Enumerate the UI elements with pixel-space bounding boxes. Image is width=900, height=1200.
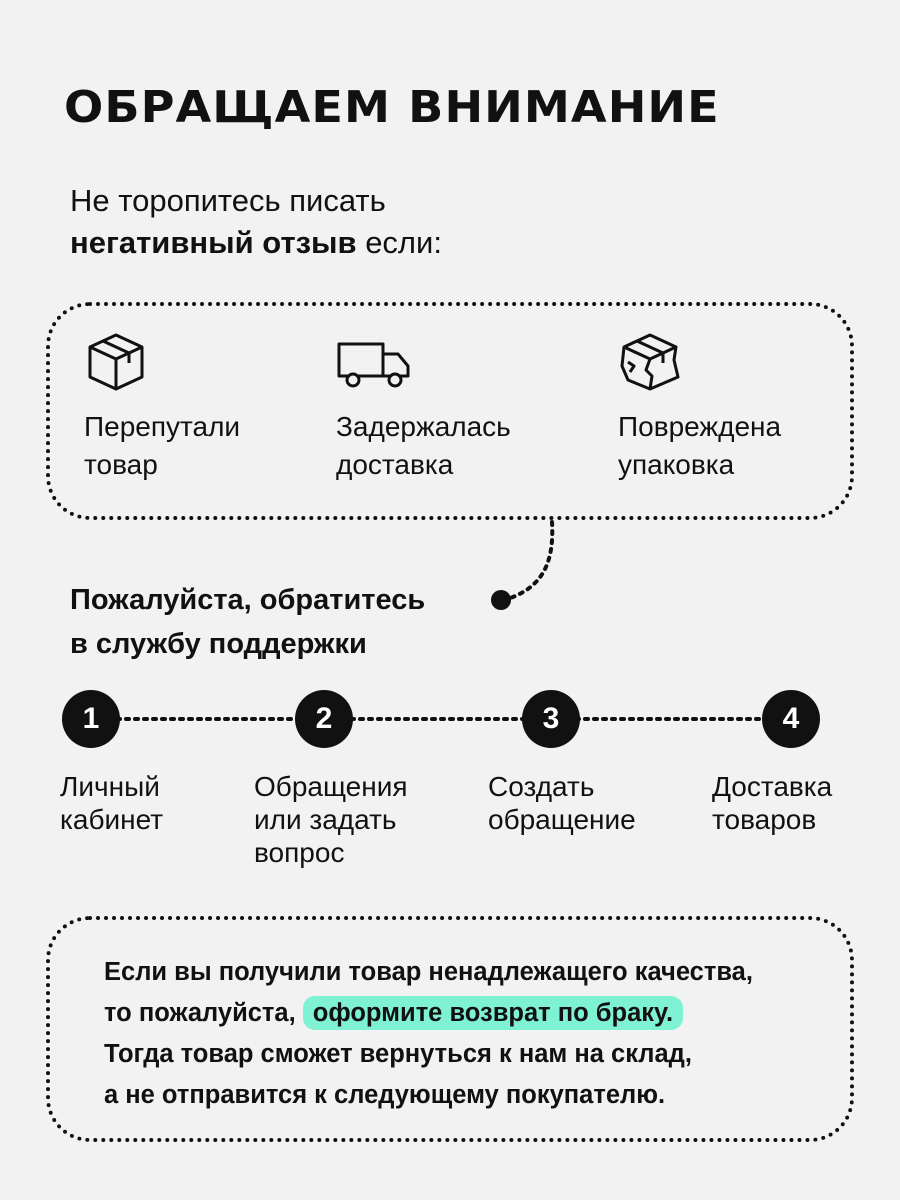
issue-item-damaged-package <box>618 330 848 484</box>
step-2-circle: 2 <box>295 690 353 748</box>
intro-bold: негативный отзыв <box>70 225 357 260</box>
step-2-line-1: Обращения <box>254 771 408 802</box>
connector-line <box>490 518 570 618</box>
issue-label-3 <box>618 408 848 484</box>
step-4-line-2: товаров <box>712 804 817 835</box>
step-1-circle: 1 <box>62 690 120 748</box>
step-2-line-3: вопрос <box>254 837 345 868</box>
note-line-4: а не отправится к следующему покупателю. <box>104 1081 666 1109</box>
box-icon <box>84 330 148 394</box>
step-2-line-2: или задать <box>254 804 397 835</box>
intro-line-1: Не торопитесь писать <box>70 183 386 218</box>
step-3-label <box>488 770 678 836</box>
connector-dot <box>491 590 511 610</box>
step-1-label <box>60 770 250 836</box>
note-line-2 <box>104 993 753 1034</box>
issue-3-line-1: Повреждена <box>618 411 782 442</box>
truck-icon <box>336 330 412 394</box>
issue-3-line-2: упаковка <box>618 449 735 480</box>
step-3-line-2: обращение <box>488 804 636 835</box>
issue-label-2 <box>336 408 566 484</box>
step-3-circle: 3 <box>522 690 580 748</box>
note-line-3: Тогда товар сможет вернуться к нам на склад, <box>104 1040 692 1068</box>
steps-dotted-line <box>90 690 810 748</box>
issue-1-line-1: Перепутали <box>84 411 241 442</box>
support-text <box>70 578 425 666</box>
issue-item-wrong-product <box>84 330 314 484</box>
step-2-label <box>254 770 444 869</box>
step-1-line-2: кабинет <box>60 804 164 835</box>
page-title: ОБРАЩАЕМ ВНИМАНИЕ <box>64 82 720 133</box>
intro-line-2 <box>70 222 442 264</box>
intro-rest: если: <box>356 225 442 260</box>
note-line-2-start: то пожалуйста, <box>104 999 303 1027</box>
support-line-1: Пожалуйста, обратитесь <box>70 584 426 616</box>
step-4-label <box>712 770 900 836</box>
note-highlight: оформите возврат по браку. <box>303 996 683 1030</box>
step-1-line-1: Личный <box>60 771 160 802</box>
issue-item-delayed-delivery <box>336 330 566 484</box>
note-line-1: Если вы получили товар ненадлежащего качества, <box>104 958 753 986</box>
note-text <box>104 952 753 1116</box>
step-3-line-1: Создать <box>488 771 595 802</box>
issue-1-line-2: товар <box>84 449 158 480</box>
issue-2-line-1: Задержалась <box>336 411 511 442</box>
step-4-circle: 4 <box>762 690 820 748</box>
damaged-box-icon <box>618 330 682 394</box>
issue-2-line-2: доставка <box>336 449 454 480</box>
step-4-line-1: Доставка <box>712 771 833 802</box>
support-line-2: в службу поддержки <box>70 628 367 660</box>
intro-text <box>70 180 442 264</box>
issue-label-1 <box>84 408 314 484</box>
